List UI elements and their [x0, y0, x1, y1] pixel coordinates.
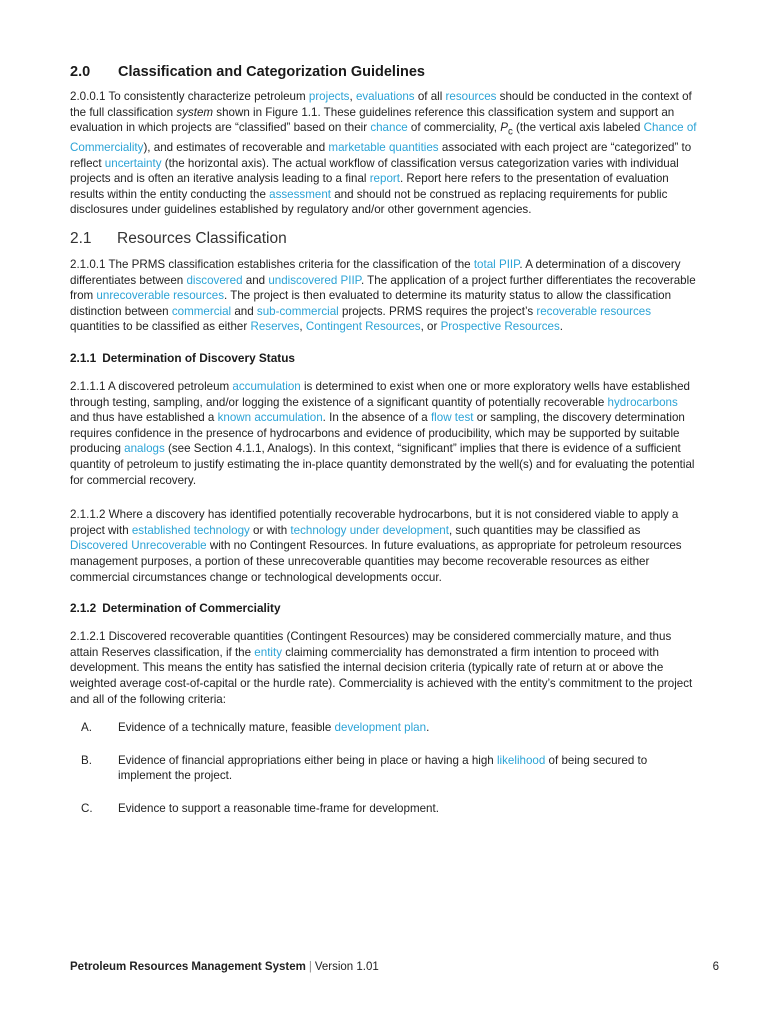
glossary-link[interactable]: accumulation: [232, 380, 301, 394]
text-run: Evidence to support a reasonable time-frame for development.: [118, 801, 439, 815]
glossary-link[interactable]: discovered: [186, 273, 243, 287]
glossary-link[interactable]: total PIIP: [473, 258, 520, 272]
glossary-link[interactable]: assessment: [269, 187, 331, 201]
section-title: Determination of Commerciality: [102, 601, 281, 616]
list-marker: C.: [81, 801, 93, 815]
paragraph-2-1-1-1: [70, 379, 700, 488]
criteria-list: [70, 720, 700, 816]
glossary-link[interactable]: Reserves: [250, 320, 300, 334]
glossary-link[interactable]: resources: [445, 90, 497, 103]
section-number: 2.1.2: [70, 601, 97, 616]
footer-doc-title: Petroleum Resources Management System: [70, 961, 306, 973]
text-run: and: [231, 304, 257, 318]
text-run: of commerciality,: [407, 121, 501, 135]
text-run: , or: [420, 320, 441, 334]
text-run: . A determination of a discovery differentiates between: [70, 258, 681, 287]
section-heading-2-0: [70, 64, 700, 80]
text-run: ), and estimates of recoverable and: [143, 141, 329, 155]
glossary-link[interactable]: undiscovered PIIP: [268, 273, 361, 287]
glossary-link[interactable]: evaluations: [355, 90, 415, 103]
glossary-link[interactable]: report: [369, 172, 400, 186]
text-run: . The application of a project further differentiates the recoverable from: [70, 273, 696, 303]
glossary-link[interactable]: established technology: [131, 523, 250, 537]
text-run: Evidence of a technically mature, feasible: [118, 721, 335, 735]
glossary-link[interactable]: Discovered Unrecoverable: [70, 539, 207, 553]
text-run: or sampling, the discovery determination requires confidence in the presence of hydrocarbons and evidence of producibility, which may be supported by suitable producing: [70, 411, 685, 456]
list-marker: A.: [81, 721, 92, 735]
text-run: (the horizontal axis). The actual workflow of classification versus categorization varies with individual projects and is often an iterative analysis leading to a final: [70, 156, 679, 186]
text-run: of all: [414, 90, 446, 103]
text-run: , such quantities may be classified as: [448, 523, 641, 537]
text-run: of being secured to implement the project.: [118, 753, 648, 783]
footer-separator: |: [308, 961, 312, 973]
text-run: 2.1.1.1 A discovered petroleum: [70, 380, 233, 394]
glossary-link[interactable]: known accumulation: [217, 411, 323, 425]
section-title: Resources Classification: [117, 230, 287, 248]
section-heading-2-1-2: [70, 601, 700, 615]
text-run: 2.1.1.2 Where a discovery has identified potentially recoverable hydrocarbons, but it is not considered viable to apply a project with: [70, 508, 679, 537]
section-heading-2-1-1: [70, 351, 700, 365]
document-page: [70, 64, 700, 834]
glossary-link[interactable]: Chance of Commerciality: [70, 121, 697, 155]
text-run: should be conducted in the context of the full classification: [70, 90, 692, 119]
footer-version: Version 1.01: [314, 961, 379, 973]
list-item: [70, 801, 700, 817]
paragraph-2-1-1-2: [70, 507, 700, 585]
glossary-link[interactable]: analogs: [124, 442, 165, 456]
text-run: and: [242, 273, 269, 287]
text-run: . Report here refers to the presentation of evaluation results within the entity conducting the: [70, 172, 669, 201]
section-title: Determination of Discovery Status: [102, 351, 295, 366]
glossary-link[interactable]: marketable quantities: [328, 141, 439, 155]
text-run: claiming commerciality has demonstrated a firm intention to proceed with development. This means the entity has satisfied the internal decision criteria (typically rate of return at or above the weighted average cost-of-capital or the hurdle rate). Commerciality is achieved with the entity’s commitment to the project and all of the following criteria:: [70, 645, 693, 706]
italic-text: P: [500, 121, 508, 135]
glossary-link[interactable]: flow test: [430, 411, 474, 425]
paragraph-2-1-0-1: [70, 257, 700, 335]
text-run: projects. PRMS requires the project’s: [338, 304, 537, 318]
glossary-link[interactable]: uncertainty: [104, 156, 162, 170]
text-run: 2.1.2.1 Discovered recoverable quantities (Contingent Resources) may be considered commercially mature, and thus attain Reserves classification, if the: [70, 630, 672, 659]
text-run: or with: [249, 523, 291, 537]
text-run: and thus have established a: [70, 411, 218, 425]
text-run: quantities to be classified as either: [70, 320, 251, 334]
page-footer: [70, 961, 719, 973]
text-run: . The project is then evaluated to determine its maturity status to allow the classification distinction between: [70, 289, 672, 318]
text-run: and should not be construed as replacing requirements for public disclosures under guidelines established by regulatory and/or other government agencies.: [70, 187, 668, 217]
page-number: 6: [712, 961, 719, 973]
section-heading-2-1: [70, 230, 700, 248]
glossary-link[interactable]: hydrocarbons: [607, 395, 678, 409]
glossary-link[interactable]: chance: [370, 121, 408, 135]
glossary-link[interactable]: Prospective Resources: [440, 320, 560, 334]
section-number: 2.1: [70, 230, 92, 248]
text-run: (the vertical axis labeled: [512, 121, 644, 135]
section-number: 2.1.1: [70, 351, 97, 366]
section-number: 2.0: [70, 64, 91, 80]
text-run: 2.1.0.1 The PRMS classification establishes criteria for the classification of the: [70, 258, 474, 272]
text-run: with no Contingent Resources. In future evaluations, as appropriate for petroleum resources management purposes, a portion of these unrecoverable quantities may become recoverable resources as either commercial circumstances change or technological developments occur.: [70, 539, 682, 584]
list-marker: B.: [81, 753, 92, 767]
text-run: .: [559, 320, 564, 334]
text-run: shown in Figure 1.1. These guidelines reference this classification system and support an evaluation in which projects are “classified” based on their: [70, 105, 675, 135]
glossary-link[interactable]: sub-commercial: [256, 304, 339, 318]
text-run: (see Section 4.1.1, Analogs). In this context, “significant” implies that there is evidence of a sufficient quantity of petroleum to justify estimating the in-place quantity demonstrated by the well(s) and for evaluating the potential for commercial recovery.: [70, 442, 695, 487]
list-item: [70, 720, 700, 736]
footer-doc-info: [70, 961, 379, 973]
text-run: . In the absence of a: [322, 411, 431, 425]
italic-text: system: [176, 105, 214, 119]
glossary-link[interactable]: development plan: [334, 721, 427, 735]
glossary-link[interactable]: commercial: [171, 304, 232, 318]
text-run: Evidence of financial appropriations either being in place or having a high: [118, 753, 497, 767]
text-run: .: [426, 721, 430, 735]
text-run: ,: [349, 90, 356, 103]
text-run: ,: [299, 320, 306, 334]
list-item-text: [118, 801, 700, 817]
text-run: is determined to exist when one or more exploratory wells have established through testing, sampling, and/or logging the existence of a significant quantity of potentially recoverable: [70, 380, 690, 409]
glossary-link[interactable]: recoverable resources: [536, 304, 652, 318]
list-item-text: [118, 720, 700, 736]
section-title: Classification and Categorization Guidelines: [118, 64, 425, 80]
glossary-link[interactable]: technology under development: [290, 523, 449, 537]
paragraph-2-0-0-1: [70, 89, 700, 218]
glossary-link[interactable]: projects: [308, 90, 350, 103]
glossary-link[interactable]: Contingent Resources: [305, 320, 421, 334]
text-run: associated with each project are “categorized” to reflect: [70, 141, 692, 170]
subscript-text: c: [508, 126, 513, 138]
glossary-link[interactable]: entity: [254, 645, 283, 659]
text-run: 2.0.0.1 To consistently characterize petroleum: [70, 90, 309, 103]
paragraph-2-1-2-1: [70, 629, 700, 707]
glossary-link[interactable]: likelihood: [496, 753, 546, 767]
list-item-text: [118, 753, 700, 784]
list-item: [70, 753, 700, 784]
glossary-link[interactable]: unrecoverable resources: [96, 289, 225, 303]
